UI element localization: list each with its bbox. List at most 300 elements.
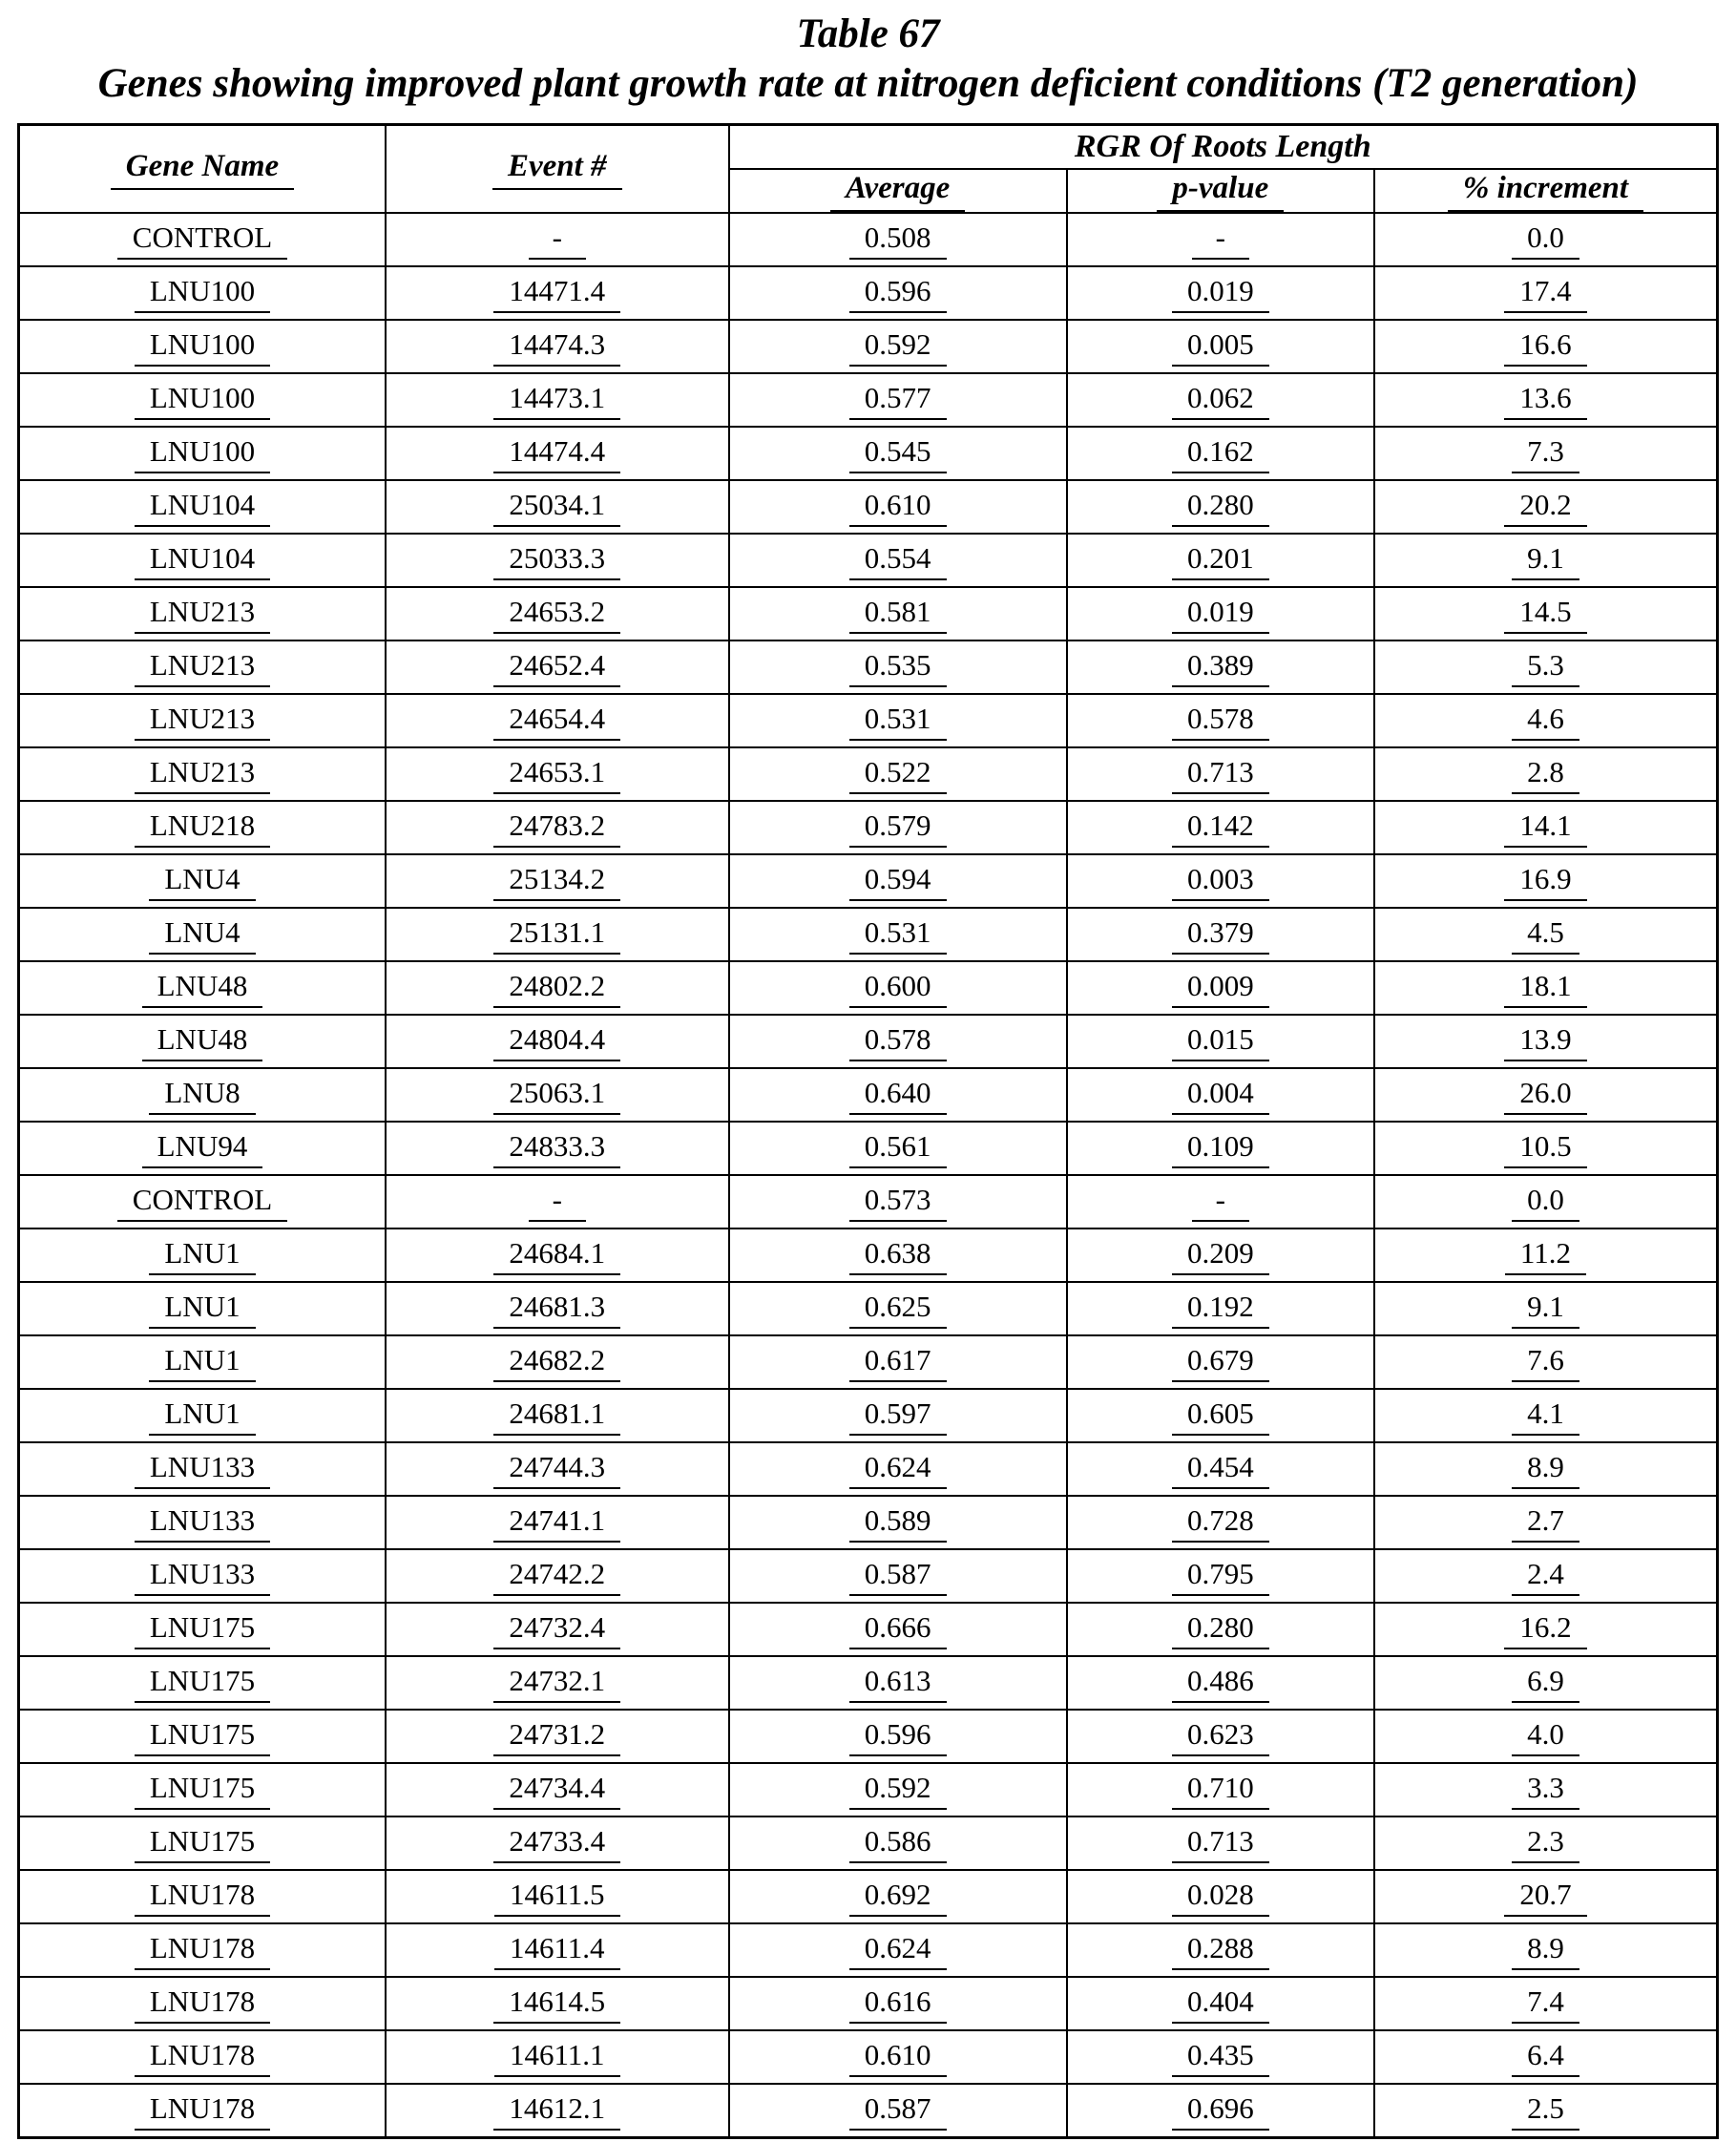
cell-value: 24654.4	[493, 702, 620, 741]
col-header-gene-name	[19, 125, 386, 214]
cell-average	[729, 1870, 1067, 1923]
cell-value: 24733.4	[493, 1824, 620, 1863]
cell-value: 25033.3	[493, 541, 620, 580]
cell-percent-increment	[1374, 961, 1718, 1015]
cell-average	[729, 801, 1067, 854]
cell-average	[729, 587, 1067, 640]
cell-percent-increment	[1374, 1442, 1718, 1496]
cell-gene-name	[19, 1710, 386, 1763]
cell-event-number	[386, 1977, 729, 2030]
cell-gene-name	[19, 1068, 386, 1122]
cell-value: 24804.4	[493, 1022, 620, 1061]
col-header-p-value-label: p-value	[1157, 171, 1284, 212]
cell-value: 0.019	[1172, 595, 1269, 634]
cell-event-number	[386, 1335, 729, 1389]
cell-average	[729, 1228, 1067, 1282]
cell-gene-name	[19, 1870, 386, 1923]
cell-value: 0.192	[1172, 1290, 1269, 1329]
cell-gene-name	[19, 1923, 386, 1977]
cell-average	[729, 2030, 1067, 2084]
cell-p-value	[1067, 1763, 1374, 1816]
cell-value: LNU100	[135, 327, 270, 367]
cell-event-number	[386, 747, 729, 801]
cell-value: 0.623	[1172, 1717, 1269, 1756]
cell-value: LNU178	[135, 1984, 270, 2024]
cell-value: 2.3	[1512, 1824, 1579, 1863]
cell-value: LNU175	[135, 1610, 270, 1649]
cell-p-value	[1067, 1496, 1374, 1549]
cell-value: 3.3	[1512, 1771, 1579, 1810]
cell-event-number	[386, 213, 729, 266]
cell-gene-name	[19, 801, 386, 854]
cell-average	[729, 1549, 1067, 1603]
cell-average	[729, 266, 1067, 320]
cell-value: 0.610	[849, 488, 947, 527]
cell-average	[729, 1603, 1067, 1656]
cell-value: 0.0	[1512, 1183, 1579, 1222]
cell-value: LNU213	[135, 648, 270, 687]
cell-value: 20.2	[1504, 488, 1586, 527]
cell-value: 20.7	[1504, 1878, 1586, 1917]
cell-percent-increment	[1374, 1710, 1718, 1763]
table-row	[19, 480, 1718, 534]
cell-value: LNU1	[149, 1396, 255, 1436]
cell-percent-increment	[1374, 1228, 1718, 1282]
cell-value: LNU4	[149, 862, 255, 901]
col-header-average-label: Average	[830, 171, 965, 212]
cell-average	[729, 427, 1067, 480]
cell-percent-increment	[1374, 587, 1718, 640]
cell-gene-name	[19, 747, 386, 801]
cell-value: 24681.1	[493, 1396, 620, 1436]
cell-event-number	[386, 801, 729, 854]
cell-value: 0.379	[1172, 915, 1269, 955]
cell-p-value	[1067, 1068, 1374, 1122]
cell-value: 16.2	[1504, 1610, 1586, 1649]
cell-value: 0.028	[1172, 1878, 1269, 1917]
cell-value: 0.679	[1172, 1343, 1269, 1382]
cell-value: 25034.1	[493, 488, 620, 527]
cell-value: LNU94	[142, 1129, 263, 1168]
cell-percent-increment	[1374, 908, 1718, 961]
cell-value: CONTROL	[117, 1183, 287, 1222]
cell-value: 24684.1	[493, 1236, 620, 1275]
cell-value: LNU100	[135, 434, 270, 473]
cell-p-value	[1067, 1122, 1374, 1175]
cell-percent-increment	[1374, 1923, 1718, 1977]
cell-percent-increment	[1374, 1175, 1718, 1228]
cell-p-value	[1067, 747, 1374, 801]
cell-value: LNU175	[135, 1664, 270, 1703]
cell-p-value	[1067, 1870, 1374, 1923]
cell-percent-increment	[1374, 1603, 1718, 1656]
cell-p-value	[1067, 1389, 1374, 1442]
cell-event-number	[386, 1389, 729, 1442]
cell-value: 24732.1	[493, 1664, 620, 1703]
cell-gene-name	[19, 427, 386, 480]
cell-value: LNU1	[149, 1290, 255, 1329]
cell-value: -	[529, 220, 586, 260]
cell-event-number	[386, 1175, 729, 1228]
cell-event-number	[386, 1496, 729, 1549]
cell-value: 2.4	[1512, 1557, 1579, 1596]
cell-value: 24741.1	[493, 1503, 620, 1543]
cell-p-value	[1067, 801, 1374, 854]
cell-percent-increment	[1374, 2084, 1718, 2138]
cell-p-value	[1067, 534, 1374, 587]
cell-gene-name	[19, 1015, 386, 1068]
cell-p-value	[1067, 1442, 1374, 1496]
cell-value: 0.109	[1172, 1129, 1269, 1168]
table-row	[19, 854, 1718, 908]
cell-value: 0.728	[1172, 1503, 1269, 1543]
cell-event-number	[386, 373, 729, 427]
cell-value: 0.597	[849, 1396, 947, 1436]
cell-value: 0.062	[1172, 381, 1269, 420]
cell-value: 24802.2	[493, 969, 620, 1008]
cell-value: 0.610	[849, 2038, 947, 2077]
cell-value: 25131.1	[493, 915, 620, 955]
cell-value: 7.3	[1512, 434, 1579, 473]
table-row	[19, 2084, 1718, 2138]
cell-value: 0.019	[1172, 274, 1269, 313]
cell-value: 0.435	[1172, 2038, 1269, 2077]
cell-value: 0.209	[1172, 1236, 1269, 1275]
cell-value: 0.592	[849, 327, 947, 367]
table-number-title: Table 67	[796, 11, 940, 56]
col-header-event-number	[386, 125, 729, 214]
cell-percent-increment	[1374, 1335, 1718, 1389]
cell-event-number	[386, 2084, 729, 2138]
cell-p-value	[1067, 1228, 1374, 1282]
cell-average	[729, 2084, 1067, 2138]
cell-p-value	[1067, 961, 1374, 1015]
cell-event-number	[386, 1656, 729, 1710]
cell-value: 0.666	[849, 1610, 947, 1649]
cell-p-value	[1067, 1549, 1374, 1603]
cell-value: LNU1	[149, 1236, 255, 1275]
cell-event-number	[386, 1816, 729, 1870]
cell-gene-name	[19, 2084, 386, 2138]
table-row	[19, 1977, 1718, 2030]
cell-p-value	[1067, 1603, 1374, 1656]
cell-gene-name	[19, 480, 386, 534]
cell-value: 18.1	[1504, 969, 1586, 1008]
cell-gene-name	[19, 1656, 386, 1710]
cell-value: 9.1	[1512, 1290, 1579, 1329]
cell-value: LNU178	[135, 1878, 270, 1917]
table-row	[19, 320, 1718, 373]
cell-value: 14474.3	[493, 327, 620, 367]
cell-value: 4.5	[1512, 915, 1579, 955]
cell-percent-increment	[1374, 1977, 1718, 2030]
cell-value: 24731.2	[493, 1717, 620, 1756]
table-row	[19, 534, 1718, 587]
cell-value: 24653.2	[493, 595, 620, 634]
cell-value: 0.578	[849, 1022, 947, 1061]
cell-value: 14612.1	[493, 2091, 620, 2131]
cell-gene-name	[19, 534, 386, 587]
cell-average	[729, 1816, 1067, 1870]
cell-value: 0.015	[1172, 1022, 1269, 1061]
cell-average	[729, 854, 1067, 908]
table-header	[19, 125, 1718, 214]
table-row	[19, 1603, 1718, 1656]
cell-value: 10.5	[1504, 1129, 1586, 1168]
cell-value: 14.1	[1504, 808, 1586, 848]
cell-value: 4.0	[1512, 1717, 1579, 1756]
cell-p-value	[1067, 1015, 1374, 1068]
cell-percent-increment	[1374, 1122, 1718, 1175]
cell-event-number	[386, 1228, 729, 1282]
cell-value: LNU8	[149, 1076, 255, 1115]
cell-event-number	[386, 1763, 729, 1816]
cell-gene-name	[19, 266, 386, 320]
cell-value: 0.596	[849, 1717, 947, 1756]
cell-p-value	[1067, 480, 1374, 534]
cell-average	[729, 373, 1067, 427]
cell-average	[729, 1977, 1067, 2030]
cell-value: -	[529, 1183, 586, 1222]
cell-value: 24734.4	[493, 1771, 620, 1810]
cell-percent-increment	[1374, 747, 1718, 801]
cell-percent-increment	[1374, 640, 1718, 694]
cell-average	[729, 1282, 1067, 1335]
cell-gene-name	[19, 2030, 386, 2084]
table-row	[19, 587, 1718, 640]
cell-p-value	[1067, 1335, 1374, 1389]
table-row	[19, 427, 1718, 480]
cell-value: 0.713	[1172, 1824, 1269, 1863]
table-row	[19, 2030, 1718, 2084]
cell-event-number	[386, 1870, 729, 1923]
cell-value: 0.486	[1172, 1664, 1269, 1703]
cell-event-number	[386, 1710, 729, 1763]
header-row-1	[19, 125, 1718, 170]
cell-value: 0.561	[849, 1129, 947, 1168]
cell-value: LNU104	[135, 541, 270, 580]
cell-p-value	[1067, 1923, 1374, 1977]
table-row	[19, 1335, 1718, 1389]
cell-percent-increment	[1374, 1656, 1718, 1710]
cell-value: 0.522	[849, 755, 947, 794]
table-row	[19, 1549, 1718, 1603]
cell-value: 0.577	[849, 381, 947, 420]
table-row	[19, 1710, 1718, 1763]
cell-value: LNU175	[135, 1717, 270, 1756]
cell-value: 2.5	[1512, 2091, 1579, 2131]
cell-average	[729, 213, 1067, 266]
cell-gene-name	[19, 213, 386, 266]
cell-value: 0.162	[1172, 434, 1269, 473]
cell-gene-name	[19, 1335, 386, 1389]
cell-value: 17.4	[1504, 274, 1586, 313]
cell-p-value	[1067, 1710, 1374, 1763]
cell-value: 0.004	[1172, 1076, 1269, 1115]
cell-value: LNU133	[135, 1450, 270, 1489]
cell-p-value	[1067, 1816, 1374, 1870]
cell-value: 14611.1	[494, 2038, 620, 2077]
table-row	[19, 1228, 1718, 1282]
cell-value: LNU175	[135, 1771, 270, 1810]
cell-value: CONTROL	[117, 220, 287, 260]
cell-value: LNU4	[149, 915, 255, 955]
table-row	[19, 1442, 1718, 1496]
cell-value: LNU213	[135, 755, 270, 794]
cell-gene-name	[19, 640, 386, 694]
cell-value: 0.710	[1172, 1771, 1269, 1810]
cell-value: 14611.4	[494, 1931, 620, 1970]
cell-gene-name	[19, 1282, 386, 1335]
cell-value: LNU100	[135, 274, 270, 313]
cell-event-number	[386, 534, 729, 587]
cell-gene-name	[19, 961, 386, 1015]
cell-value: 14473.1	[493, 381, 620, 420]
cell-gene-name	[19, 1603, 386, 1656]
cell-value: 0.617	[849, 1343, 947, 1382]
cell-value: 14471.4	[493, 274, 620, 313]
cell-percent-increment	[1374, 1870, 1718, 1923]
table-row	[19, 1763, 1718, 1816]
cell-value: 24742.2	[493, 1557, 620, 1596]
cell-value: 0.545	[849, 434, 947, 473]
cell-value: LNU48	[142, 969, 263, 1008]
genes-table	[17, 123, 1719, 2139]
cell-percent-increment	[1374, 427, 1718, 480]
table-row	[19, 640, 1718, 694]
table-body	[19, 213, 1718, 2138]
cell-event-number	[386, 266, 729, 320]
cell-percent-increment	[1374, 213, 1718, 266]
cell-value: 25134.2	[493, 862, 620, 901]
col-header-average	[729, 169, 1067, 213]
table-row	[19, 1656, 1718, 1710]
cell-event-number	[386, 1122, 729, 1175]
cell-value: 24783.2	[493, 808, 620, 848]
table-row	[19, 747, 1718, 801]
cell-value: 0.605	[1172, 1396, 1269, 1436]
cell-value: 24732.4	[493, 1610, 620, 1649]
cell-event-number	[386, 1015, 729, 1068]
cell-gene-name	[19, 1228, 386, 1282]
cell-value: 9.1	[1512, 541, 1579, 580]
cell-value: 16.6	[1504, 327, 1586, 367]
cell-value: 0.795	[1172, 1557, 1269, 1596]
cell-average	[729, 1923, 1067, 1977]
cell-value: 0.535	[849, 648, 947, 687]
cell-value: 0.600	[849, 969, 947, 1008]
cell-value: 24833.3	[493, 1129, 620, 1168]
cell-value: 0.531	[849, 915, 947, 955]
cell-value: 0.005	[1172, 327, 1269, 367]
cell-value: 0.404	[1172, 1984, 1269, 2024]
cell-average	[729, 1710, 1067, 1763]
cell-p-value	[1067, 213, 1374, 266]
cell-value: LNU213	[135, 702, 270, 741]
cell-value: 24653.1	[493, 755, 620, 794]
table-row	[19, 1923, 1718, 1977]
cell-event-number	[386, 320, 729, 373]
cell-p-value	[1067, 908, 1374, 961]
cell-gene-name	[19, 1496, 386, 1549]
table-caption: Genes showing improved plant growth rate at nitrogen deficient conditions (T2 generation)	[97, 60, 1639, 106]
cell-percent-increment	[1374, 534, 1718, 587]
cell-average	[729, 1068, 1067, 1122]
cell-value: 24744.3	[493, 1450, 620, 1489]
table-row	[19, 266, 1718, 320]
cell-percent-increment	[1374, 266, 1718, 320]
cell-value: 4.6	[1512, 702, 1579, 741]
cell-value: 0.587	[849, 2091, 947, 2131]
cell-percent-increment	[1374, 694, 1718, 747]
cell-value: 0.508	[849, 220, 947, 260]
cell-gene-name	[19, 908, 386, 961]
table-row	[19, 1015, 1718, 1068]
cell-value: LNU104	[135, 488, 270, 527]
cell-value: 0.573	[849, 1183, 947, 1222]
cell-value: 0.581	[849, 595, 947, 634]
cell-percent-increment	[1374, 1389, 1718, 1442]
cell-percent-increment	[1374, 1068, 1718, 1122]
cell-event-number	[386, 1549, 729, 1603]
cell-average	[729, 961, 1067, 1015]
table-row	[19, 1870, 1718, 1923]
cell-gene-name	[19, 854, 386, 908]
page-title	[0, 0, 1736, 108]
cell-value: 14474.4	[493, 434, 620, 473]
cell-event-number	[386, 961, 729, 1015]
cell-value: 0.288	[1172, 1931, 1269, 1970]
col-header-group-rgr-roots-length: RGR Of Roots Length	[729, 125, 1718, 170]
cell-gene-name	[19, 1389, 386, 1442]
cell-average	[729, 1122, 1067, 1175]
cell-average	[729, 1656, 1067, 1710]
cell-value: 26.0	[1504, 1076, 1586, 1115]
table-row	[19, 1282, 1718, 1335]
cell-value: 0.003	[1172, 862, 1269, 901]
cell-value: -	[1192, 1183, 1249, 1222]
cell-value: LNU133	[135, 1557, 270, 1596]
cell-value: 0.280	[1172, 488, 1269, 527]
cell-event-number	[386, 854, 729, 908]
table-row	[19, 1389, 1718, 1442]
cell-event-number	[386, 1923, 729, 1977]
cell-average	[729, 1389, 1067, 1442]
cell-p-value	[1067, 266, 1374, 320]
cell-event-number	[386, 1442, 729, 1496]
cell-value: 0.587	[849, 1557, 947, 1596]
cell-p-value	[1067, 1282, 1374, 1335]
cell-value: 24681.3	[493, 1290, 620, 1329]
cell-average	[729, 908, 1067, 961]
cell-value: LNU178	[135, 2038, 270, 2077]
cell-p-value	[1067, 640, 1374, 694]
cell-average	[729, 1335, 1067, 1389]
cell-event-number	[386, 480, 729, 534]
cell-gene-name	[19, 1549, 386, 1603]
cell-p-value	[1067, 1656, 1374, 1710]
cell-value: 0.0	[1512, 220, 1579, 260]
cell-value: 0.531	[849, 702, 947, 741]
table-row	[19, 801, 1718, 854]
cell-value: LNU213	[135, 595, 270, 634]
cell-percent-increment	[1374, 320, 1718, 373]
cell-average	[729, 1442, 1067, 1496]
cell-value: 7.4	[1512, 1984, 1579, 2024]
cell-value: 4.1	[1512, 1396, 1579, 1436]
cell-event-number	[386, 2030, 729, 2084]
cell-value: 6.9	[1512, 1664, 1579, 1703]
